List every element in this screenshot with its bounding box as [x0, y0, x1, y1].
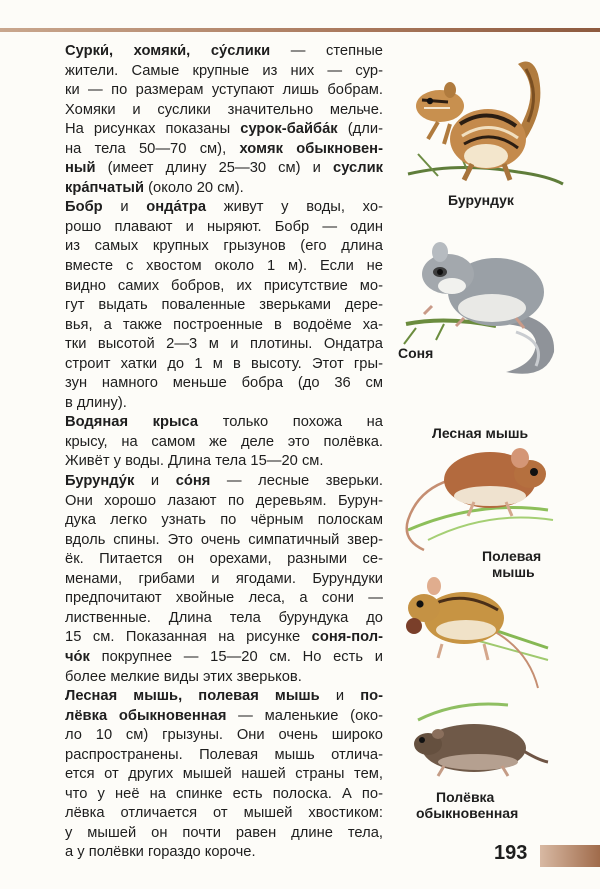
text-fragment: Они хорошо лазают по деревьям. Бурун- — [65, 492, 383, 509]
text-line — [65, 804, 383, 824]
text-fragment: видно самих бобров, их присутствие мо- — [65, 277, 383, 294]
bold-term: Бобр — [65, 199, 103, 216]
text-line — [65, 687, 383, 707]
text-fragment: ёк. Питается он орехами, разными се- — [65, 551, 383, 568]
text-fragment: вдоль спины. Это очень симпатичный звер- — [65, 531, 383, 548]
vole-illustration — [398, 700, 558, 790]
text-line — [65, 62, 383, 82]
text-line — [65, 472, 383, 492]
paragraph — [65, 472, 383, 687]
text-fragment: (около 20 см). — [144, 179, 244, 196]
text-line — [65, 843, 383, 863]
top-decorative-rule — [0, 28, 600, 32]
bold-term: Бурунду́к — [65, 473, 135, 490]
text-fragment: — лесные зверьки. — [210, 473, 383, 490]
bold-term: суслик — [333, 160, 383, 177]
text-fragment: Хомяки и суслики значительно мельче. — [65, 101, 383, 118]
text-line — [65, 316, 383, 336]
text-line — [65, 335, 383, 355]
text-line — [65, 159, 383, 179]
text-line — [65, 824, 383, 844]
text-fragment: жители. Самые крупные из них — сур- — [65, 62, 383, 79]
bold-term: чо́к — [65, 648, 90, 665]
text-line — [65, 609, 383, 629]
text-line — [65, 452, 383, 472]
bold-term: Лесная мышь, полевая мышь — [65, 688, 320, 705]
paragraph — [65, 687, 383, 863]
text-line — [65, 81, 383, 101]
page-number-bar — [540, 845, 600, 867]
text-line — [65, 570, 383, 590]
paragraph — [65, 42, 383, 198]
text-line — [65, 394, 383, 414]
text-fragment: вместе с хвостом около 1 м). Если не — [65, 258, 383, 275]
text-fragment: строит хатки до 1 м в высоту. Этот гры- — [65, 355, 383, 372]
chipmunk-illustration — [398, 44, 568, 194]
text-fragment: лёвка отличается от мышей хвостиком: — [65, 805, 383, 822]
text-fragment: из самых крупных грызунов (его длина — [65, 238, 383, 255]
text-line — [65, 707, 383, 727]
text-fragment: тки высотой 2—3 м и плотины. Ондатра — [65, 336, 383, 353]
vole-caption-line1: Полёвка — [436, 789, 495, 805]
bold-term: соня-пол- — [311, 629, 383, 646]
text-fragment: распространены. Полевая мышь отлича- — [65, 746, 383, 763]
text-fragment: (имеет длину 25—30 см) и — [95, 160, 334, 177]
page-number: 193 — [494, 842, 528, 864]
text-line — [65, 140, 383, 160]
text-fragment: — маленькие (око- — [226, 707, 383, 724]
dormouse-caption: Соня — [398, 345, 434, 361]
text-line — [65, 179, 383, 199]
text-fragment: что у неё на спинке есть полоска. А по- — [65, 785, 383, 802]
text-fragment: вья, а также построенные в водоёме ха- — [65, 316, 383, 333]
text-line — [65, 218, 383, 238]
field-mouse-caption-line2: мышь — [492, 564, 535, 580]
bold-term: Водяная крыса — [65, 414, 199, 431]
text-line — [65, 257, 383, 277]
text-fragment: дука легко узнать по чёрным полоскам — [65, 512, 383, 529]
text-line — [65, 746, 383, 766]
bold-term: кра́пчатый — [65, 179, 145, 196]
text-fragment: в длину). — [65, 394, 127, 411]
bold-term: по- — [360, 688, 383, 705]
text-fragment: — степные — [270, 43, 383, 59]
text-fragment: На рисунках показаны — [65, 121, 241, 138]
text-line — [65, 668, 383, 688]
text-fragment: лиственные. Длина тела бурундука до — [65, 609, 383, 626]
text-fragment: на тела 50—70 см), — [65, 140, 240, 157]
text-line — [65, 550, 383, 570]
text-line — [65, 531, 383, 551]
text-fragment: ло 10 см) грызуны. Они очень широко — [65, 727, 383, 744]
text-fragment: ется от других мышей нашей страны тем, — [65, 766, 383, 783]
text-line — [65, 726, 383, 746]
vole-caption-line2: обыкновенная — [416, 805, 519, 821]
page-header-area — [0, 0, 600, 38]
text-line — [65, 492, 383, 512]
text-fragment: только похожа на — [198, 414, 383, 431]
text-line — [65, 374, 383, 394]
text-line — [65, 765, 383, 785]
text-line — [65, 277, 383, 297]
text-line — [65, 42, 383, 62]
text-fragment: более мелкие виды этих зверьков. — [65, 668, 302, 685]
text-fragment: ки — по размерам уступают лишь бобрам. — [65, 82, 383, 99]
text-line — [65, 413, 383, 433]
text-fragment: гут выдать поваленные зверьками дере- — [65, 297, 383, 314]
text-fragment: 15 см. Показанная на рисунке — [65, 629, 312, 646]
bold-term: сурок-байба́к — [240, 121, 338, 138]
text-fragment: покрупнее — 15—20 см. Но есть и — [89, 648, 383, 665]
text-fragment: крысу, на самом же деле это полёвка. — [65, 433, 383, 450]
paragraph — [65, 198, 383, 413]
text-line — [65, 628, 383, 648]
text-fragment: и — [102, 199, 147, 216]
text-line — [65, 101, 383, 121]
bold-term: Сурки́, хомяки́, су́слики — [65, 43, 271, 59]
wood-mouse-illustration — [398, 440, 558, 560]
bold-term: онда́тра — [146, 199, 207, 216]
text-line — [65, 296, 383, 316]
text-fragment: а у полёвки гораздо короче. — [65, 844, 256, 861]
bold-term: со́ня — [175, 473, 211, 490]
text-line — [65, 785, 383, 805]
text-fragment: и — [319, 688, 361, 705]
text-line — [65, 198, 383, 218]
wood-mouse-caption: Лесная мышь — [432, 425, 529, 441]
text-fragment: живут у воды, хо- — [206, 199, 383, 216]
field-mouse-caption-line1: Полевая — [482, 548, 542, 564]
text-fragment: Живёт у воды. Длина тела 15—20 см. — [65, 453, 324, 470]
text-fragment: предпочитают хвойные леса, а сони — — [65, 590, 383, 607]
bold-term: хомяк обыкновен- — [239, 140, 383, 157]
text-line — [65, 589, 383, 609]
paragraph — [65, 413, 383, 472]
main-text-column — [65, 42, 383, 863]
text-line — [65, 355, 383, 375]
text-fragment: менами, грибами и ягодами. Бурундуки — [65, 570, 383, 587]
text-line — [65, 237, 383, 257]
text-fragment: (дли- — [337, 121, 383, 138]
text-line — [65, 648, 383, 668]
text-fragment: рошо плавают и ныряют. Бобр — один — [65, 218, 383, 235]
bold-term: лёвка обыкновенная — [65, 707, 227, 724]
text-fragment: зун намного меньше бобра (до 36 см — [65, 375, 383, 392]
text-fragment: и — [134, 473, 176, 490]
text-line — [65, 511, 383, 531]
chipmunk-caption: Бурундук — [448, 192, 514, 208]
text-line — [65, 433, 383, 453]
text-fragment: у мышей он почти равен длине тела, — [65, 824, 383, 841]
bold-term: ный — [65, 160, 96, 177]
field-mouse-illustration — [398, 568, 558, 698]
text-line — [65, 120, 383, 140]
